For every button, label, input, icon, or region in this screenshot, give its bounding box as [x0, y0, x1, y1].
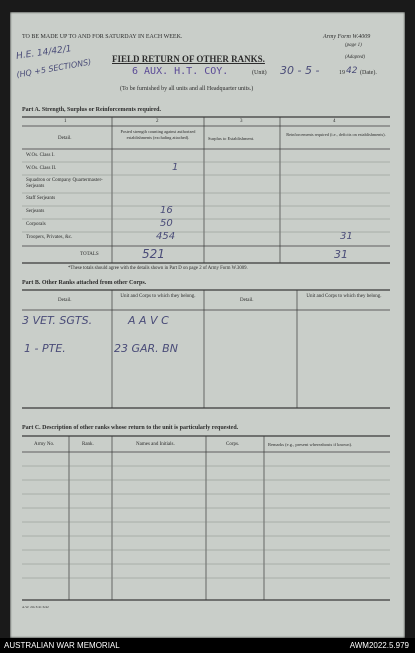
b-col-header-unit-1: Unit and Corps to which they belong.	[120, 294, 196, 299]
b-unit-row-2: 23 GAR. BN	[114, 342, 178, 355]
row-label-staff-sgts: Staff Serjeants	[26, 196, 56, 201]
form-title: FIELD RETURN OF OTHER RANKS.	[112, 54, 265, 64]
date-label: (Date).	[360, 70, 377, 76]
date-value: 30 - 5 -	[280, 64, 320, 77]
row-label-sgts: Serjeants	[26, 209, 45, 214]
b-detail-row-1: 3 VET. SGTS.	[22, 314, 93, 327]
col-header-surplus: Surplus to Establishment.	[208, 136, 255, 141]
b-col-header-detail-1: Detail.	[58, 298, 72, 303]
col-number-3: 3	[240, 119, 243, 124]
row-label-cpls: Corporals	[26, 222, 46, 227]
row-label-cqms: Squadron or Company Quartermaster-Serjeants	[26, 178, 103, 189]
posted-privates: 454	[156, 231, 176, 242]
page-number: (page 1)	[345, 43, 362, 48]
top-note: TO BE MADE UP TO AND FOR SATURDAY IN EACH WEEK.	[22, 34, 183, 40]
part-a-heading: Part A. Strength, Surplus or Reinforcements required.	[22, 107, 161, 113]
margin-note-sections: (HQ +5 SECTIONS)	[15, 57, 92, 80]
part-b-heading: Part B. Other Ranks attached from other Corps.	[22, 280, 147, 286]
c-col-header-remarks: Remarks (e.g., present whereabouts if known).	[268, 442, 353, 447]
unit-label: (Unit)	[252, 70, 267, 76]
col-header-detail: Detail.	[58, 136, 72, 141]
total-posted: 521	[142, 247, 165, 261]
c-col-header-army-no: Army No.	[34, 442, 55, 447]
totals-note: *These totals should agree with the details shown in Part D on page 2 of Army Form W.3009.	[68, 266, 248, 271]
furnish-note: (To be furnished by all units and all Headquarter units.)	[120, 86, 254, 92]
adapted-label: (Adapted)	[345, 55, 365, 60]
posted-cpls: 50	[160, 218, 173, 229]
archive-name: AUSTRALIAN WAR MEMORIAL	[4, 641, 120, 650]
archive-footer	[0, 638, 415, 653]
posted-wo2: 1	[172, 162, 179, 173]
row-label-wo2: W.Os. Class II.	[26, 166, 57, 171]
margin-note-reference: H.E. 14/42/1	[15, 44, 73, 62]
total-reinf: 31	[334, 248, 348, 261]
col-header-posted: Posted strength counting against authorized establishments (excluding attached).	[120, 129, 196, 140]
b-col-header-detail-2: Detail.	[240, 298, 254, 303]
col-number-4: 4	[333, 119, 336, 124]
print-code: A.W. 2m 3/41 6/42	[22, 605, 49, 609]
totals-label: TOTALS	[80, 252, 99, 257]
year-prefix: 19	[339, 70, 345, 76]
b-unit-row-1: A A V C	[128, 314, 169, 327]
unit-name: 6 AUX. H.T. COY.	[132, 66, 229, 77]
col-number-1: 1	[64, 119, 67, 124]
b-detail-row-2: 1 - PTE.	[24, 342, 66, 355]
row-label-privates: Troopers, Privates, &c.	[26, 235, 73, 240]
col-number-2: 2	[156, 119, 159, 124]
c-col-header-names: Names and Initials.	[136, 442, 175, 447]
posted-sgts: 16	[160, 205, 173, 216]
form-number: Army Form W.4009	[323, 34, 371, 40]
reinf-privates: 31	[340, 231, 353, 242]
year-suffix: 42	[346, 66, 358, 76]
col-header-reinforcements: Reinforcements required (i.e., deficits on establishments).	[286, 132, 386, 137]
row-label-wo1: W.Os. Class I.	[26, 153, 55, 158]
c-col-header-rank: Rank.	[82, 442, 94, 447]
archive-reference: AWM2022.5.979	[349, 641, 409, 650]
part-c-heading: Part C. Description of other ranks whose return to the unit is particularly requested.	[22, 425, 239, 431]
c-col-header-corps: Corps.	[226, 442, 240, 447]
b-col-header-unit-2: Unit and Corps to which they belong.	[306, 294, 382, 299]
